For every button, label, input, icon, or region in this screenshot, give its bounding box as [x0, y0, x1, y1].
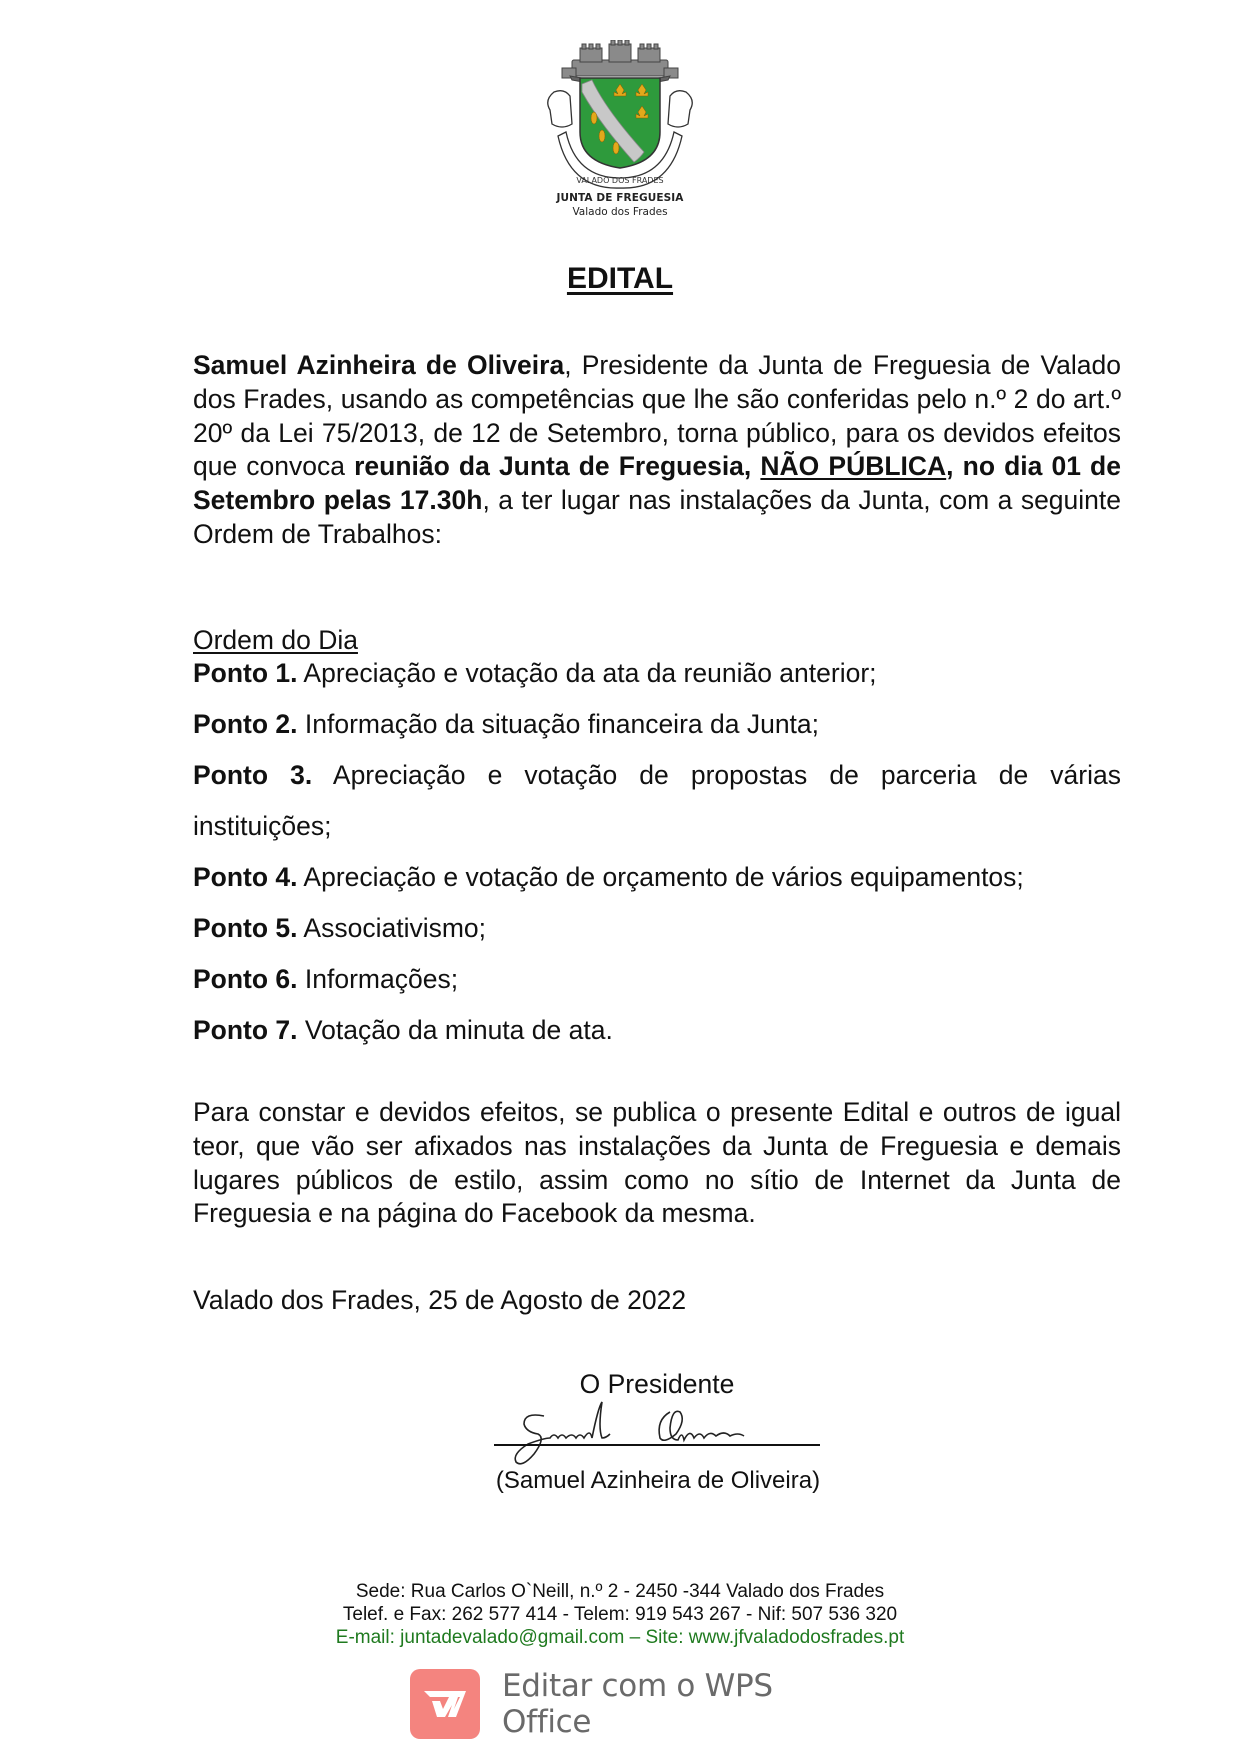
ribbon-text: VALADO DOS FRADES — [576, 176, 664, 185]
meeting-datetime: , no dia 01 de Setembro pelas 17.30h — [193, 451, 1121, 516]
agenda-item — [193, 708, 1121, 740]
footer-phones: Telef. e Fax: 262 577 414 - Telem: 919 543 267 - Nif: 507 536 320 — [342, 1604, 898, 1625]
agenda-item-label: Ponto 3. — [193, 760, 313, 790]
wps-label: Editar com o WPS Office — [502, 1668, 773, 1740]
agenda-item — [193, 657, 1121, 689]
agenda-item-text: Votação da minuta de ata. — [297, 1015, 613, 1045]
agenda-item-label: Ponto 5. — [193, 913, 298, 943]
meeting-phrase: reunião da Junta de Freguesia, — [354, 451, 752, 482]
signature-icon — [494, 1398, 824, 1468]
signatory-name: (Samuel Azinheira de Oliveira) — [495, 1467, 821, 1494]
agenda-heading: Ordem do Dia — [193, 625, 358, 655]
agenda-item-label: Ponto 7. — [193, 1015, 298, 1045]
intro-paragraph — [193, 349, 1121, 552]
closing-paragraph: Para constar e devidos efeitos, se publica o presente Edital e outros de igual teor, que vão ser afixados nas instalações da Junta de Freguesia e demais lugares públicos de estilo, assim como no sítio de Internet da Junta de Freguesia e na página do Facebook da mesma. — [193, 1097, 1121, 1229]
agenda-item-text: Apreciação e votação de propostas de parceria de várias — [312, 760, 1121, 790]
president-name: Samuel Azinheira de Oliveira — [193, 350, 565, 380]
not-public-phrase: NÃO PÚBLICA — [760, 451, 947, 482]
org-place: Valado dos Frades — [572, 206, 668, 218]
signatory-title: O Presidente — [579, 1369, 735, 1399]
footer-address: Sede: Rua Carlos O`Neill, n.º 2 - 2450 -344 Valado dos Frades — [355, 1581, 885, 1602]
signature-line — [494, 1444, 820, 1446]
footer-contact[interactable]: E-mail: juntadevalado@gmail.com – Site: www.jfvaladodosfrades.pt — [335, 1627, 905, 1648]
agenda-item-label: Ponto 4. — [193, 862, 298, 892]
coat-of-arms-icon — [540, 40, 700, 190]
agenda-item — [193, 861, 1121, 893]
intro-text-1: , Presidente da Junta de Freguesia de Valado dos Frades, usando as competências que lhe são conferidas pelo n.º 2 do art.º 20º da Lei 75/2013, de 12 de Setembro, torna público, para os devidos efeitos que convoca — [193, 350, 1121, 482]
edit-with-wps-button[interactable] — [410, 1668, 850, 1740]
document-title: EDITAL — [566, 262, 674, 295]
agenda-item-text: Associativismo; — [297, 913, 487, 943]
agenda-item-text: Informação da situação financeira da Junta; — [297, 709, 820, 739]
agenda-item-label: Ponto 1. — [193, 658, 298, 688]
place-date: Valado dos Frades, 25 de Agosto de 2022 — [193, 1285, 687, 1315]
wps-logo-icon — [410, 1669, 480, 1739]
agenda-item-text: Apreciação e votação da ata da reunião anterior; — [297, 658, 877, 688]
agenda-item — [193, 1014, 1121, 1046]
agenda-item — [193, 759, 1121, 791]
intro-text-2: , a ter lugar nas instalações da Junta, com a seguinte Ordem de Trabalhos: — [193, 485, 1122, 549]
agenda-item-text: Apreciação e votação de orçamento de vários equipamentos; — [297, 862, 1024, 892]
agenda-item — [193, 912, 1121, 944]
shield-icon — [580, 78, 660, 168]
agenda-item-text: Informações; — [297, 964, 459, 994]
agenda-item-label: Ponto 6. — [193, 964, 298, 994]
agenda-item-label: Ponto 2. — [193, 709, 298, 739]
agenda-item — [193, 963, 1121, 995]
org-name: JUNTA DE FREGUESIA — [556, 192, 684, 204]
agenda-item-continuation: instituições; — [193, 811, 332, 841]
